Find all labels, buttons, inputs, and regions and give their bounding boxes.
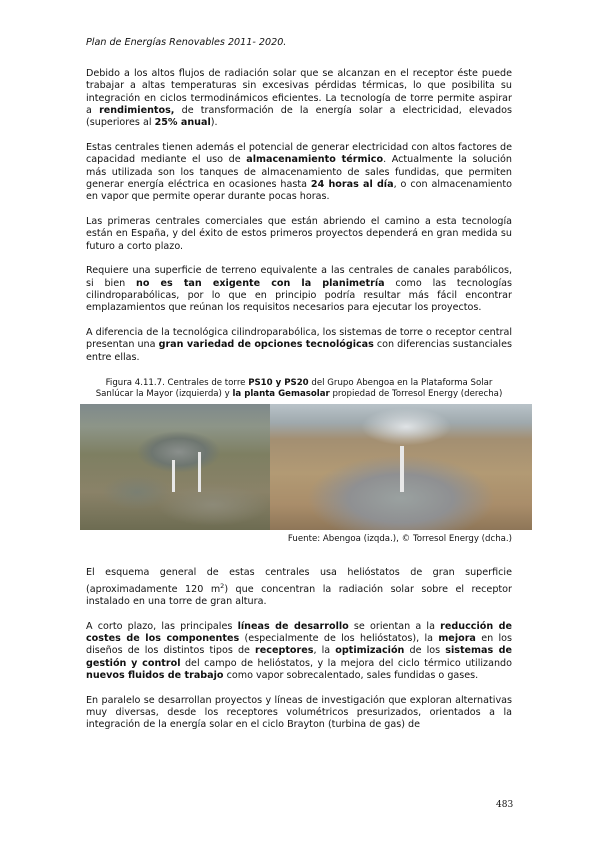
paragraph-6: El esquema general de estas centrales usa helióstatos de gran superficie (aproximadamente 120 $m^2$) que concentran la radiación solar sobre el receptor instalado en una torre de gran altura. xyxy=(86,567,512,608)
paragraph-2: Estas centrales tienen además el potencial de generar electricidad con altos factores de capacidad mediante el uso de almacenamiento térmico. Actualmente la solución más utilizada son los tanques de almacenamiento de sales fundidas, que permiten generar energía eléctrica en ocasiones hasta 24 horas al día, o con almacenamiento en vapor que permite operar durante pocas horas. xyxy=(86,141,512,203)
paragraph-5: A diferencia de la tecnológica cilindroparabólica, los sistemas de torre o receptor central presentan una gran variedad de opciones tecnológicas con diferencias sustanciales entre ellas. xyxy=(86,327,512,363)
paragraph-3: Las primeras centrales comerciales que están abriendo el camino a esta tecnología están en España, y del éxito de estos primeros proyectos dependerá en gran medida su futuro a corto plazo. xyxy=(86,215,512,252)
figure-caption: Figura 4.11.7. Centrales de torre PS10 y PS20 del Grupo Abengoa en la Plataforma Solar Sanlúcar la Mayor (izquierda) y la planta Gemasolar propiedad de Torresol Energy (derecha) xyxy=(95,377,503,399)
photo-ps10-ps20-towers xyxy=(80,404,270,530)
tower-gemasolar xyxy=(400,446,404,492)
paragraph-7: A corto plazo, las principales líneas de desarrollo se orientan a la reducción de costes de los componentes (especialmente de los helióstatos), la mejora en los diseños de los distintos tipos de receptores, la optimización de los sistemas de gestión y control del campo de helióstatos, y la mejora del ciclo térmico utilizando nuevos fluidos de trabajo como vapor sobrecalentado, sales fundidas o gases. xyxy=(86,620,512,681)
tower-ps20 xyxy=(198,452,201,492)
paragraph-1: Debido a los altos flujos de radiación solar que se alcanzan en el receptor éste puede trabajar a altas temperaturas sin excesivas pérdidas térmicas, lo que posibilita su integración en ciclos termodinámicos eficientes. La tecnología de torre permite aspirar a rendimientos, de transformación de la energía solar a electricidad, elevados (superiores al 25% anual). xyxy=(86,68,512,129)
paragraph-4: Requiere una superficie de terreno equivalente a las centrales de canales parabólicos, si bien no es tan exigente con la planimetría como las tecnologías cilindroparabólicas, por lo que en principio podría resultar más fácil encontrar emplazamientos que reúnan los requisitos necesarios para ejecutar los proyectos. xyxy=(86,265,512,314)
photo-gemasolar-plant xyxy=(270,404,532,530)
page-number: 483 xyxy=(496,800,514,810)
figure-source: Fuente: Abengoa (izqda.), © Torresol Energy (dcha.) xyxy=(287,533,512,544)
figure-photos xyxy=(80,404,532,530)
running-header: Plan de Energías Renovables 2011- 2020. xyxy=(86,37,287,48)
paragraph-8: En paralelo se desarrollan proyectos y líneas de investigación que exploran alternativas muy diversas, desde los receptores volumétricos presurizados, orientados a la integración de la energía solar en el ciclo Brayton (turbina de gas) de xyxy=(86,694,512,731)
tower-ps10 xyxy=(172,460,175,492)
page-body xyxy=(86,68,512,744)
